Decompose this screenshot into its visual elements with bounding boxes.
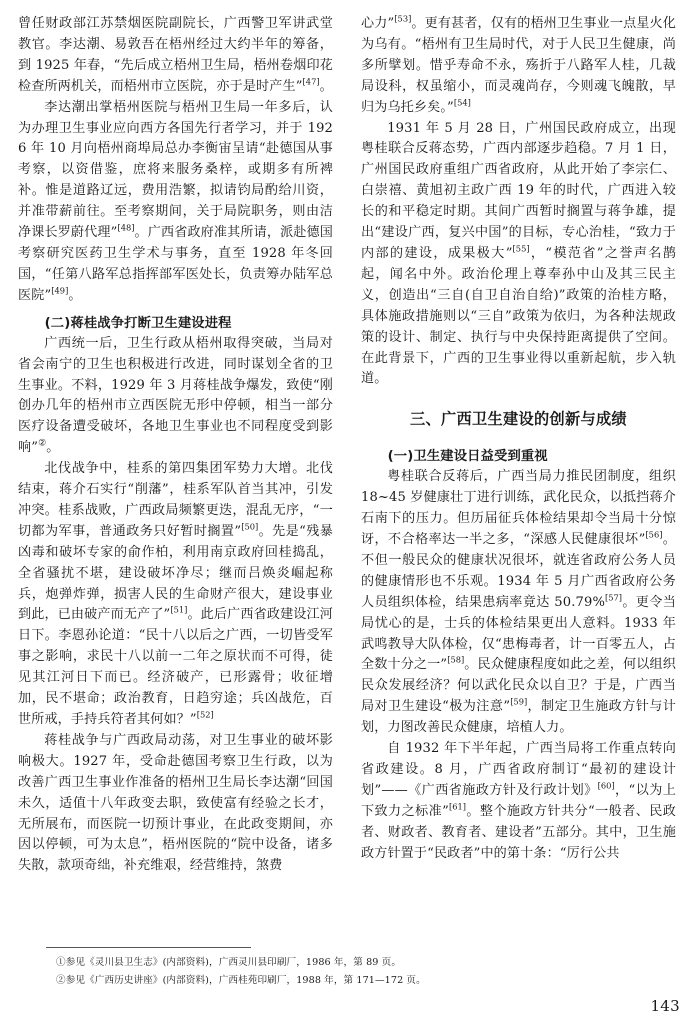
paragraph-left-2: 李达潮出掌梧州医院与梧州卫生局一年多后，认为办理卫生事业应向西方各国先行者学习，并于 1926 年 10 月向梧州商埠局总办李衡宙呈请“赴德国从事考察，以资借鉴，庶将来服务桑梓，或期多有所裨补。惟是道路辽远，费用浩繁，拟请钧局酌给川资，并准带薪前往。至考察期间，关于局院职务，则由洁净课长罗蔚代理”[48]。广西省政府准其所请，派赴德国考察研究医药卫生学术与事务，直至 1928 年冬回国，“任第八路军总指挥部军医处长，负责筹办陆军总医院”[49]。 [18,99,333,303]
footnote-item: ①参见《灵川县卫生志》(内部资料)，广西灵川县印刷厂，1986 年，第 89 页。 [56,957,402,968]
reference-marker: [50] [241,521,259,532]
footnote-item: ②参见《广西历史讲座》(内部资料)，广西桂苑印刷厂，1988 年，第 171—172 页。 [56,975,426,986]
two-column-body [18,14,682,922]
paragraph-left-3: 广西统一后，卫生行政从梧州取得突破，当局对省会南宁的卫生也积极进行改进，同时谋划全省的卫生事业。不料，1929 年 3 月蒋桂战争爆发，致使“刚创办几年的梧州市立西医院无形中停顿，相当一部分医疗设备遭受破坏，各地卫生事业也不同程度受到影响”②。 [18,335,333,456]
reference-marker: [49] [51,285,69,296]
paragraph-right-3: 粤桂联合反蒋后，广西当局力推民团制度，组织 18~45 岁健康壮丁进行训练，武化民众，以抵挡蒋介石南下的压力。但历届征兵体检结果却令当局十分惊讶，不合格率达一半之多，“深感人民健康很坏”[56]。不但一般民众的健康状况很坏，就连省政府公务人员的健康情形也不乐观。1934 年 5 月广西省政府公务人员组织体检，结果患病率竟达 50.79%[57]。更令当局忧心的是，士兵的体检结果更出人意料。1933 年武鸣教导大队体检，仅“患梅毒者，计一百零五人，占全数十分之一”[58]。民众健康程度如此之差，何以组织民众发展经济？何以武化民众以自卫？于是，广西当局对卫生建设“极为注意”[59]，制定卫生施政方针与计划，力图改善民众健康，培植人力。 [361,469,676,736]
subsection-heading-2: (二)蒋桂战争打断卫生建设进程 [44,315,232,331]
right-column [361,14,676,922]
reference-marker: [55] [512,243,530,254]
paragraph-left-1: 曾任财政部江苏禁烟医院副院长，广西警卫军讲武堂教官。李达潮、易敦吾在梧州经过大约半年的筹备，到 1925 年春，“先后成立梧州卫生局，梧州卷烟印花检查所两机关，而梧州市立医院，亦于是时产生”[47]。 [18,16,333,94]
reference-marker: [57] [605,592,623,603]
reference-marker: [54] [453,97,471,108]
paragraph-left-4: 北伐战争中，桂系的第四集团军势力大增。北伐结束，蒋介石实行“削藩”，桂系军队首当其冲，引发冲突。桂系战败，广西政局频繁更迭，混乱无序，“一切都为军事，普通政务只好暂时搁置”[50]。先是“残暴凶毒和破坏专家的俞作柏，利用南京政府回桂捣乱，全省骚扰不堪，建设破坏净尽；继而吕焕炎崛起称兵，炮弹炸弹，损害人民的生命财产很大，建设事业到此，已由破产而无产了”[51]。此后广西省政建设江河日下。李恩孙论道：“民十八以后之广西，一切皆受军事之影响，求民十八以前一二年之原状而不可得，徒见其江河日下而已。经济破产，已形露骨；收征增加，民不堪命；政治教育，日趋穷途；兵凶战危，百世所戒，手持兵符者其何如？”[52] [18,461,334,727]
paragraph-left-5: 蒋桂战争与广西政局动荡，对卫生事业的破坏影响极大。1927 年，受命赴德国考察卫生行政，以为改善广西卫生事业作准备的梧州卫生局长李达潮“回国未久，适值十八年政变去职，致使富有经验之长才，无所展布，而医院一切预计事业，在此政变期间，亦因以停顿，可为太息”，梧州医院的“院中设备，诸多失散，款项奇绌，补充维艰，经营维持，煞费 [18,732,333,874]
page-number: 143 [650,997,680,1015]
footnote-area [18,947,682,991]
reference-marker: [52] [196,709,214,720]
reference-marker: [47] [302,76,320,87]
paragraph-right-4: 自 1932 年下半年起，广西当局将工作重点转向省政建设。8 月，广西省政府制订“最初的建设计划”——《广西省施政方针及行政计划》[60]，“以为上下致力之标准”[61]。整个施政方针共分“一般者、民政者、财政者、教育者、建设者”五部分。其中，卫生施政方针置于“民政者”中的第十条：“厉行公共 [361,741,676,861]
paragraph-right-2: 1931 年 5 月 28 日，广州国民政府成立，出现粤桂联合反蒋态势，广西内部逐步趋稳。7 月 1 日，广州国民政府重组广西省政府，从此开始了李宗仁、白崇禧、黄旭初主政广西 19 年的时代，广西进入较长的和平稳定时期。其间广西暂时搁置与蒋争雄，提出“建设广西，复兴中国”的目标，专心治桂，“致力于内部的建设，成果极大”[55]，“模范省”之誉声名鹊起，闻名中外。政治伦理上尊奉孙中山及其三民主义，创造出“三自(自卫自治自给)”政策的治桂方略，具体施政措施则以“三自”政策为依归，为各种法规政策的设计、制定、执行与中央保持距离提供了空间。在此背景下，广西的卫生事业得以重新起航，步入轨道。 [361,120,676,387]
left-column [18,14,333,922]
reference-marker: [59] [510,696,528,707]
reference-marker: [58] [447,655,465,666]
footnote-marker: ② [38,438,47,449]
reference-marker: [60] [597,780,615,791]
reference-marker: [51] [170,605,188,616]
reference-marker: [53] [394,13,412,24]
paragraph-right-1: 心力”[53]。更有甚者，仅有的梧州卫生事业一点星火化为乌有。“梧州有卫生局时代，对于人民卫生健康，尚多所擘划。惜乎寿命不永，殇折于八路军人桂，几裁局设科，权虽缩小，而灵魂尚存，今则魂飞魄散，早归为乌托乡矣。”[54] [361,13,676,115]
footnote-separator-rule [46,947,251,948]
subsection-heading-1: (一)卫生建设日益受到重视 [387,449,548,465]
reference-marker: [61] [448,801,467,812]
reference-marker: [48] [117,222,135,233]
section-heading-3: 三、广西卫生建设的创新与成绩 [410,410,627,429]
reference-marker: [56] [645,529,663,540]
